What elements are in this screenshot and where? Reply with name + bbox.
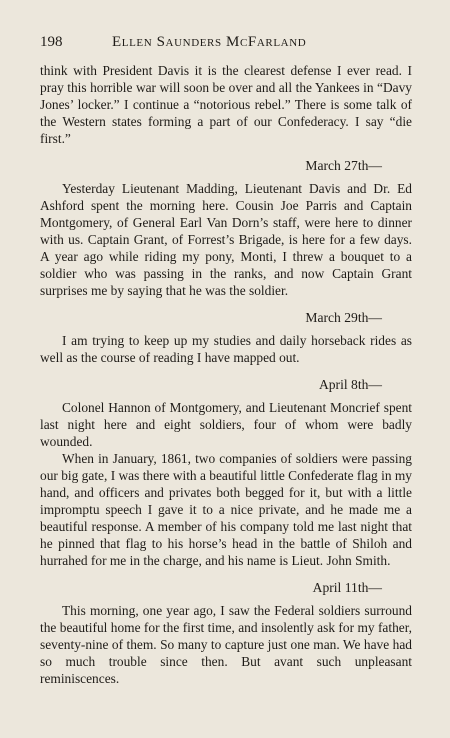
page-number: 198	[40, 34, 63, 50]
entry-date-april-11: April 11th—	[312, 580, 382, 595]
page-header	[40, 34, 412, 51]
paragraph-april-8-a: Colonel Hannon of Montgomery, and Lieutenant Moncrief spent last night here and eight soldiers, four of whom were badly wounded.	[40, 400, 412, 449]
entry-date-april-8: April 8th—	[318, 377, 382, 392]
paragraph-april-8-b: When in January, 1861, two companies of soldiers were passing our big gate, I was there with a beautiful little Confederate flag in my hand, and officers and privates both begged for it, but with a little impromptu speech I gave it to a nice private, and he made me a beautiful response. A member of his company told me last night that he pinned that flag to his horse’s head in the battle of Shiloh and hurrahed for me in the charge, and his name is Lieut. John Smith.	[40, 451, 412, 568]
paragraph-april-11: This morning, one year ago, I saw the Federal soldiers surround the beautiful home for the first time, and insolently ask for my father, seventy-nine of them. So many to capture just one man. We have had so much trouble since then. But avant such unpleasant reminiscences.	[40, 603, 412, 686]
paragraph-march-27: Yesterday Lieutenant Madding, Lieutenant Davis and Dr. Ed Ashford spent the morning here. Cousin Joe Parris and Captain Montgomery, of General Earl Van Dorn’s staff, were here to dinner with us. Captain Grant, of Forrest’s Brigade, is here for a few days. A year ago while riding my pony, Monti, I threw a bouquet to a soldier who was passing in the ranks, and now Captain Grant surprises me by saying that he was the soldier.	[40, 181, 412, 298]
entry-date-march-29: March 29th—	[305, 310, 382, 325]
paragraph-march-29: I am trying to keep up my studies and daily horseback rides as well as the course of reading I have mapped out.	[40, 333, 412, 365]
entry-date-march-27: March 27th—	[305, 158, 382, 173]
paragraph-continued: think with President Davis it is the clearest defense I ever read. I pray this horrible war will soon be over and all the Yankees in “Davy Jones’ locker.” I continue a “notorious rebel.” There is some talk of the Western states forming a part of our Confederacy. I say “die first.”	[40, 63, 412, 146]
running-head: Ellen Saunders McFarland	[112, 34, 307, 50]
